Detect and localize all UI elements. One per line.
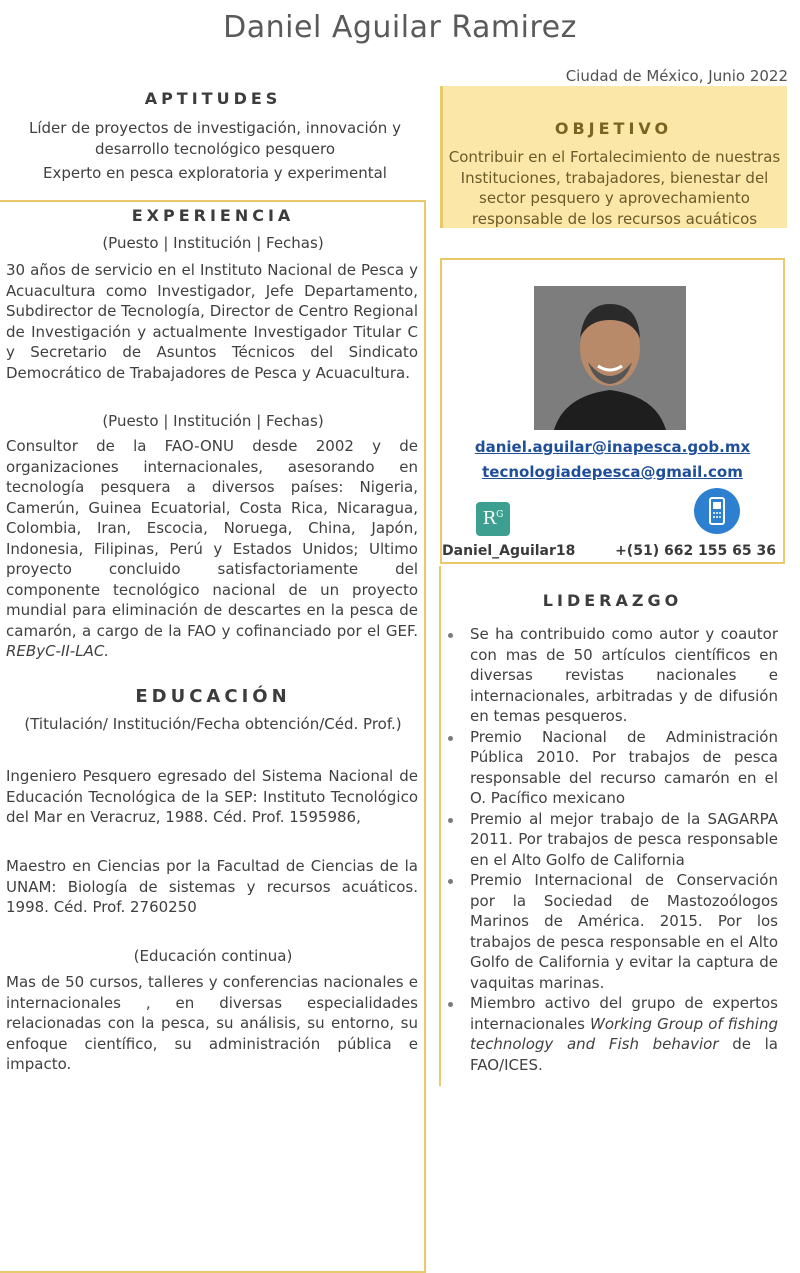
liderazgo-item-5-italic: Working Group of fishing technology and Fish behavior — [470, 1014, 778, 1053]
aptitudes-line-1: Líder de proyectos de investigación, innovación y desarrollo tecnológico pesquero — [29, 119, 401, 158]
experiencia-heading: EXPERIENCIA — [131, 206, 295, 225]
candidate-name: Daniel Aguilar Ramirez — [223, 10, 577, 45]
experiencia-entry-2-project: REByC-II-LAC. — [6, 642, 110, 660]
liderazgo-item-5 — [442, 993, 778, 1075]
researchgate-icon[interactable] — [476, 502, 510, 536]
educacion-continua-subtitle: (Educación continua) — [133, 947, 293, 965]
liderazgo-item-5-pre: Miembro activo del grupo de expertos internacionales — [470, 994, 778, 1033]
objetivo-text: Contribuir en el Fortalecimiento de nuestras Instituciones, trabajadores, bienestar del sector pesquero y aprovechamiento responsable de los recursos acuáticos — [448, 148, 781, 228]
educacion-subtitle: (Titulación/ Institución/Fecha obtención/Céd. Prof.) — [24, 715, 402, 733]
liderazgo-item-1: Se ha contribuido como autor y coautor con mas de 50 artículos científicos en diversas revistas nacionales e internacionales, arbitradas y de difusión en temas pesqueros. — [442, 624, 778, 727]
researchgate-username[interactable]: Daniel_Aguilar18 — [442, 543, 576, 559]
email-link-gmail[interactable]: tecnologiadepesca@gmail.com — [482, 463, 743, 481]
experiencia-entry-2 — [6, 436, 418, 662]
phone-number[interactable]: +(51) 662 155 65 36 — [615, 543, 776, 559]
liderazgo-item-4: Premio Internacional de Conservación por la Sociedad de Mastozoólogos Marinos de América. 2015. Por los trabajos de pesca responsable en el Alto Golfo de California y evitar la captura de vaquitas marinas. — [442, 870, 778, 993]
liderazgo-item-5-post: de la FAO/ICES. — [470, 1035, 778, 1074]
experiencia-entry-1: 30 años de servicio en el Instituto Nacional de Pesca y Acuacultura como Investigador, Jefe Departamento, Subdirector de Tecnología, Director de Centro Regional de Investigación y actualmente Investigador Titular C y Secretario de Asuntos Técnicos del Sindicato Democrático de Trabajadores de Pesca y Acuacultura. — [6, 261, 418, 382]
aptitudes-heading: APTITUDES — [144, 89, 282, 108]
phone-icon[interactable] — [694, 488, 740, 534]
profile-photo — [534, 286, 686, 430]
aptitudes-line-2: Experto en pesca exploratoria y experimental — [43, 164, 387, 182]
liderazgo-list — [442, 624, 778, 1075]
educacion-heading: EDUCACIÓN — [135, 686, 291, 707]
liderazgo-item-3: Premio al mejor trabajo de la SAGARPA 2011. Por trabajos de pesca responsable en el Alto Golfo de California — [442, 809, 778, 871]
educacion-continua-text: Mas de 50 cursos, talleres y conferencias nacionales e internacionales , en diversas especialidades relacionadas con la pesca, su análisis, su entorno, su enfoque científico, su administración pública e impacto. — [6, 973, 418, 1073]
objetivo-heading: OBJETIVO — [554, 119, 673, 138]
rg-logo-letter: R — [482, 508, 497, 529]
experiencia-subtitle-2: (Puesto | Institución | Fechas) — [102, 412, 324, 430]
portrait-illustration — [534, 286, 686, 430]
liderazgo-item-2: Premio Nacional de Administración Pública 2010. Por trabajos de pesca responsable del recurso camarón en el O. Pacífico mexicano — [442, 727, 778, 809]
experiencia-entry-2-text: Consultor de la FAO-ONU desde 2002 y de organizaciones internacionales, asesorando en tecnología pesquera a diversos países: Nigeria, Camerún, Guinea Ecuatorial, Costa Rica, Nicaragua, Colombia, Iran, Escocia, Noruega, China, Japón, Indonesia, Filipinas, Perú y Estados Unidos; Ultimo proyecto concluido satisfactoriamente del componente tecnológico nacional de un proyecto mundial para eliminación de descartes en la pesca de camarón, a cargo de la FAO y cofinanciado por el GEF. — [6, 437, 418, 640]
rg-logo-sup: G — [496, 510, 504, 520]
liderazgo-heading: LIDERAZGO — [542, 591, 683, 610]
right-column-rule — [439, 566, 441, 1086]
email-link-inapesca[interactable]: daniel.aguilar@inapesca.gob.mx — [474, 438, 751, 456]
date-place: Ciudad de México, Junio 2022 — [565, 67, 788, 85]
educacion-entry-2: Maestro en Ciencias por la Facultad de Ciencias de la UNAM: Biología de sistemas y recursos acuáticos. 1998. Céd. Prof. 2760250 — [6, 857, 418, 916]
contact-row — [442, 541, 776, 562]
phone-glyph — [694, 488, 740, 534]
experiencia-subtitle-1: (Puesto | Institución | Fechas) — [102, 234, 324, 252]
educacion-entry-1: Ingeniero Pesquero egresado del Sistema Nacional de Educación Tecnológica de la SEP: Instituto Tecnológico del Mar en Veracruz, 1988. Céd. Prof. 1595986, — [6, 767, 418, 826]
